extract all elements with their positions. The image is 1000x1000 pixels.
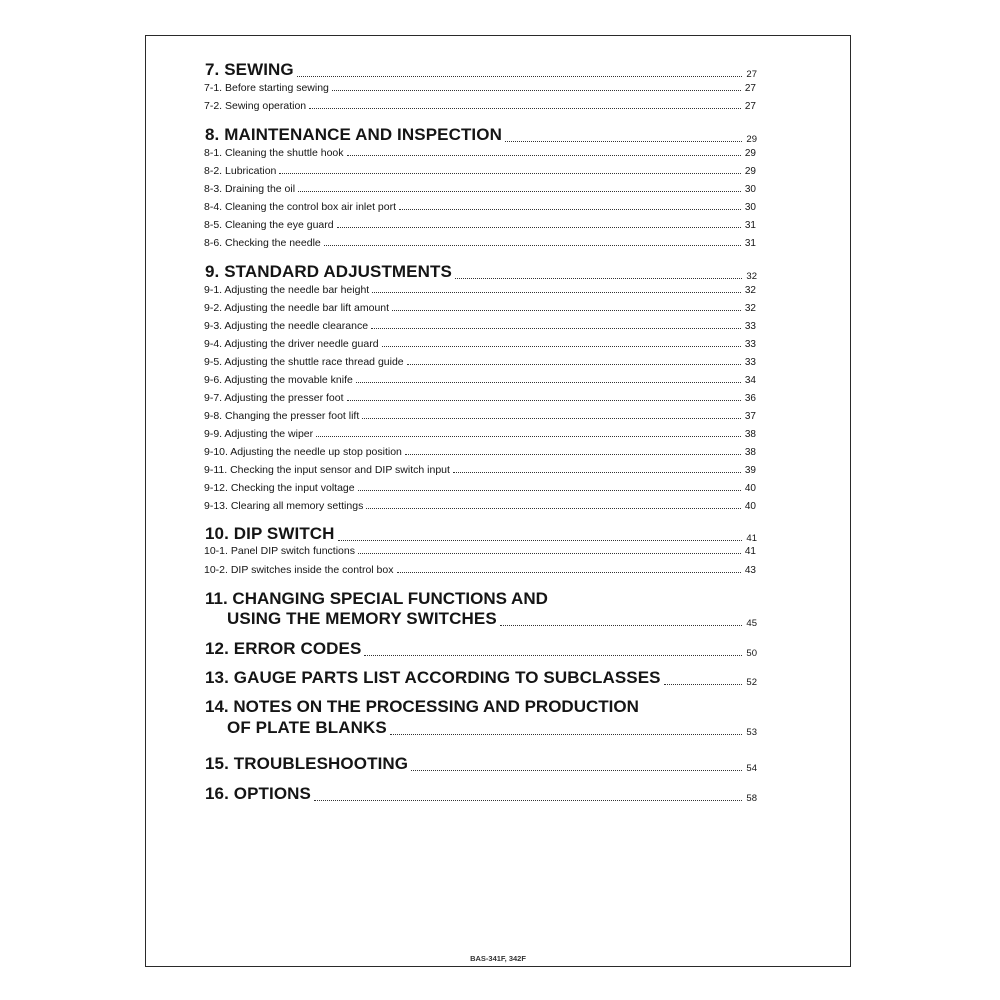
section-title: OF PLATE BLANKS — [227, 718, 387, 737]
dot-leader — [314, 800, 742, 801]
toc-item-8-3[interactable]: 8-3. Draining the oil 30 — [204, 183, 756, 195]
toc-section-12[interactable] — [205, 639, 757, 659]
section-title: USING THE MEMORY SWITCHES — [227, 609, 497, 628]
toc-item-9-8[interactable]: 9-8. Changing the presser foot lift 37 — [204, 410, 756, 422]
toc-item-7-1[interactable]: 7-1. Before starting sewing 27 — [204, 82, 756, 94]
toc-item-8-4[interactable]: 8-4. Cleaning the control box air inlet port 30 — [204, 201, 756, 213]
section-title: 9. STANDARD ADJUSTMENTS — [205, 262, 452, 281]
dot-leader — [338, 540, 742, 541]
section-title: 16. OPTIONS — [205, 784, 311, 803]
section-title: 8. MAINTENANCE AND INSPECTION — [205, 125, 502, 144]
toc-section-13[interactable] — [205, 668, 757, 688]
toc-item-9-4[interactable]: 9-4. Adjusting the driver needle guard 33 — [204, 338, 756, 350]
page-number: 58 — [746, 793, 757, 804]
toc-section-10[interactable] — [205, 524, 757, 544]
toc-item-9-11[interactable]: 9-11. Checking the input sensor and DIP switch input 39 — [204, 464, 756, 476]
toc-item-9-12[interactable]: 9-12. Checking the input voltage 40 — [204, 482, 756, 494]
toc-item-9-7[interactable]: 9-7. Adjusting the presser foot 36 — [204, 392, 756, 404]
toc-section-14-line1: 14. NOTES ON THE PROCESSING AND PRODUCTION — [205, 697, 639, 716]
document-page — [145, 35, 851, 967]
dot-leader — [390, 734, 742, 735]
page-number: 45 — [746, 618, 757, 629]
toc-item-9-9[interactable]: 9-9. Adjusting the wiper 38 — [204, 428, 756, 440]
toc-section-11-line1: 11. CHANGING SPECIAL FUNCTIONS AND — [205, 589, 548, 608]
toc-item-9-2[interactable]: 9-2. Adjusting the needle bar lift amount 32 — [204, 302, 756, 314]
toc-item-10-1[interactable]: 10-1. Panel DIP switch functions 41 — [204, 545, 756, 557]
section-title: 10. DIP SWITCH — [205, 524, 335, 543]
toc-item-9-6[interactable]: 9-6. Adjusting the movable knife 34 — [204, 374, 756, 386]
dot-leader — [664, 684, 742, 685]
page-number: 53 — [746, 727, 757, 738]
dot-leader — [411, 770, 742, 771]
toc-item-7-2[interactable]: 7-2. Sewing operation 27 — [204, 100, 756, 112]
page-number: 29 — [746, 134, 757, 145]
section-title: 13. GAUGE PARTS LIST ACCORDING TO SUBCLASSES — [205, 668, 661, 687]
page-footer: BAS-341F, 342F — [470, 954, 526, 963]
toc-item-8-6[interactable]: 8-6. Checking the needle 31 — [204, 237, 756, 249]
dot-leader — [505, 141, 742, 142]
toc-section-9[interactable] — [205, 262, 757, 282]
toc-section-16[interactable] — [205, 784, 757, 804]
toc-item-9-10[interactable]: 9-10. Adjusting the needle up stop position 38 — [204, 446, 756, 458]
section-title: 7. SEWING — [205, 60, 294, 79]
section-title: 12. ERROR CODES — [205, 639, 362, 658]
toc-item-8-5[interactable]: 8-5. Cleaning the eye guard 31 — [204, 219, 756, 231]
toc-section-7[interactable] — [205, 60, 757, 80]
page-number: 41 — [746, 533, 757, 544]
toc-section-8[interactable] — [205, 125, 757, 145]
toc-item-8-1[interactable]: 8-1. Cleaning the shuttle hook 29 — [204, 147, 756, 159]
page-number: 54 — [746, 763, 757, 774]
section-title: 15. TROUBLESHOOTING — [205, 754, 409, 773]
toc-section-15[interactable] — [205, 754, 757, 774]
dot-leader — [500, 625, 742, 626]
toc-item-9-5[interactable]: 9-5. Adjusting the shuttle race thread guide 33 — [204, 356, 756, 368]
dot-leader — [455, 278, 742, 279]
page-number: 50 — [746, 648, 757, 659]
page-number: 32 — [746, 271, 757, 282]
dot-leader — [297, 76, 742, 77]
toc-item-9-1[interactable]: 9-1. Adjusting the needle bar height 32 — [204, 284, 756, 296]
toc-section-11[interactable] — [227, 609, 757, 629]
toc-section-14[interactable] — [227, 718, 757, 738]
toc-item-9-13[interactable]: 9-13. Clearing all memory settings 40 — [204, 500, 756, 512]
toc-item-10-2[interactable]: 10-2. DIP switches inside the control box 43 — [204, 564, 756, 576]
page-number: 52 — [746, 677, 757, 688]
page-number: 27 — [746, 69, 757, 80]
dot-leader — [364, 655, 742, 656]
toc-item-8-2[interactable]: 8-2. Lubrication 29 — [204, 165, 756, 177]
toc-item-9-3[interactable]: 9-3. Adjusting the needle clearance 33 — [204, 320, 756, 332]
